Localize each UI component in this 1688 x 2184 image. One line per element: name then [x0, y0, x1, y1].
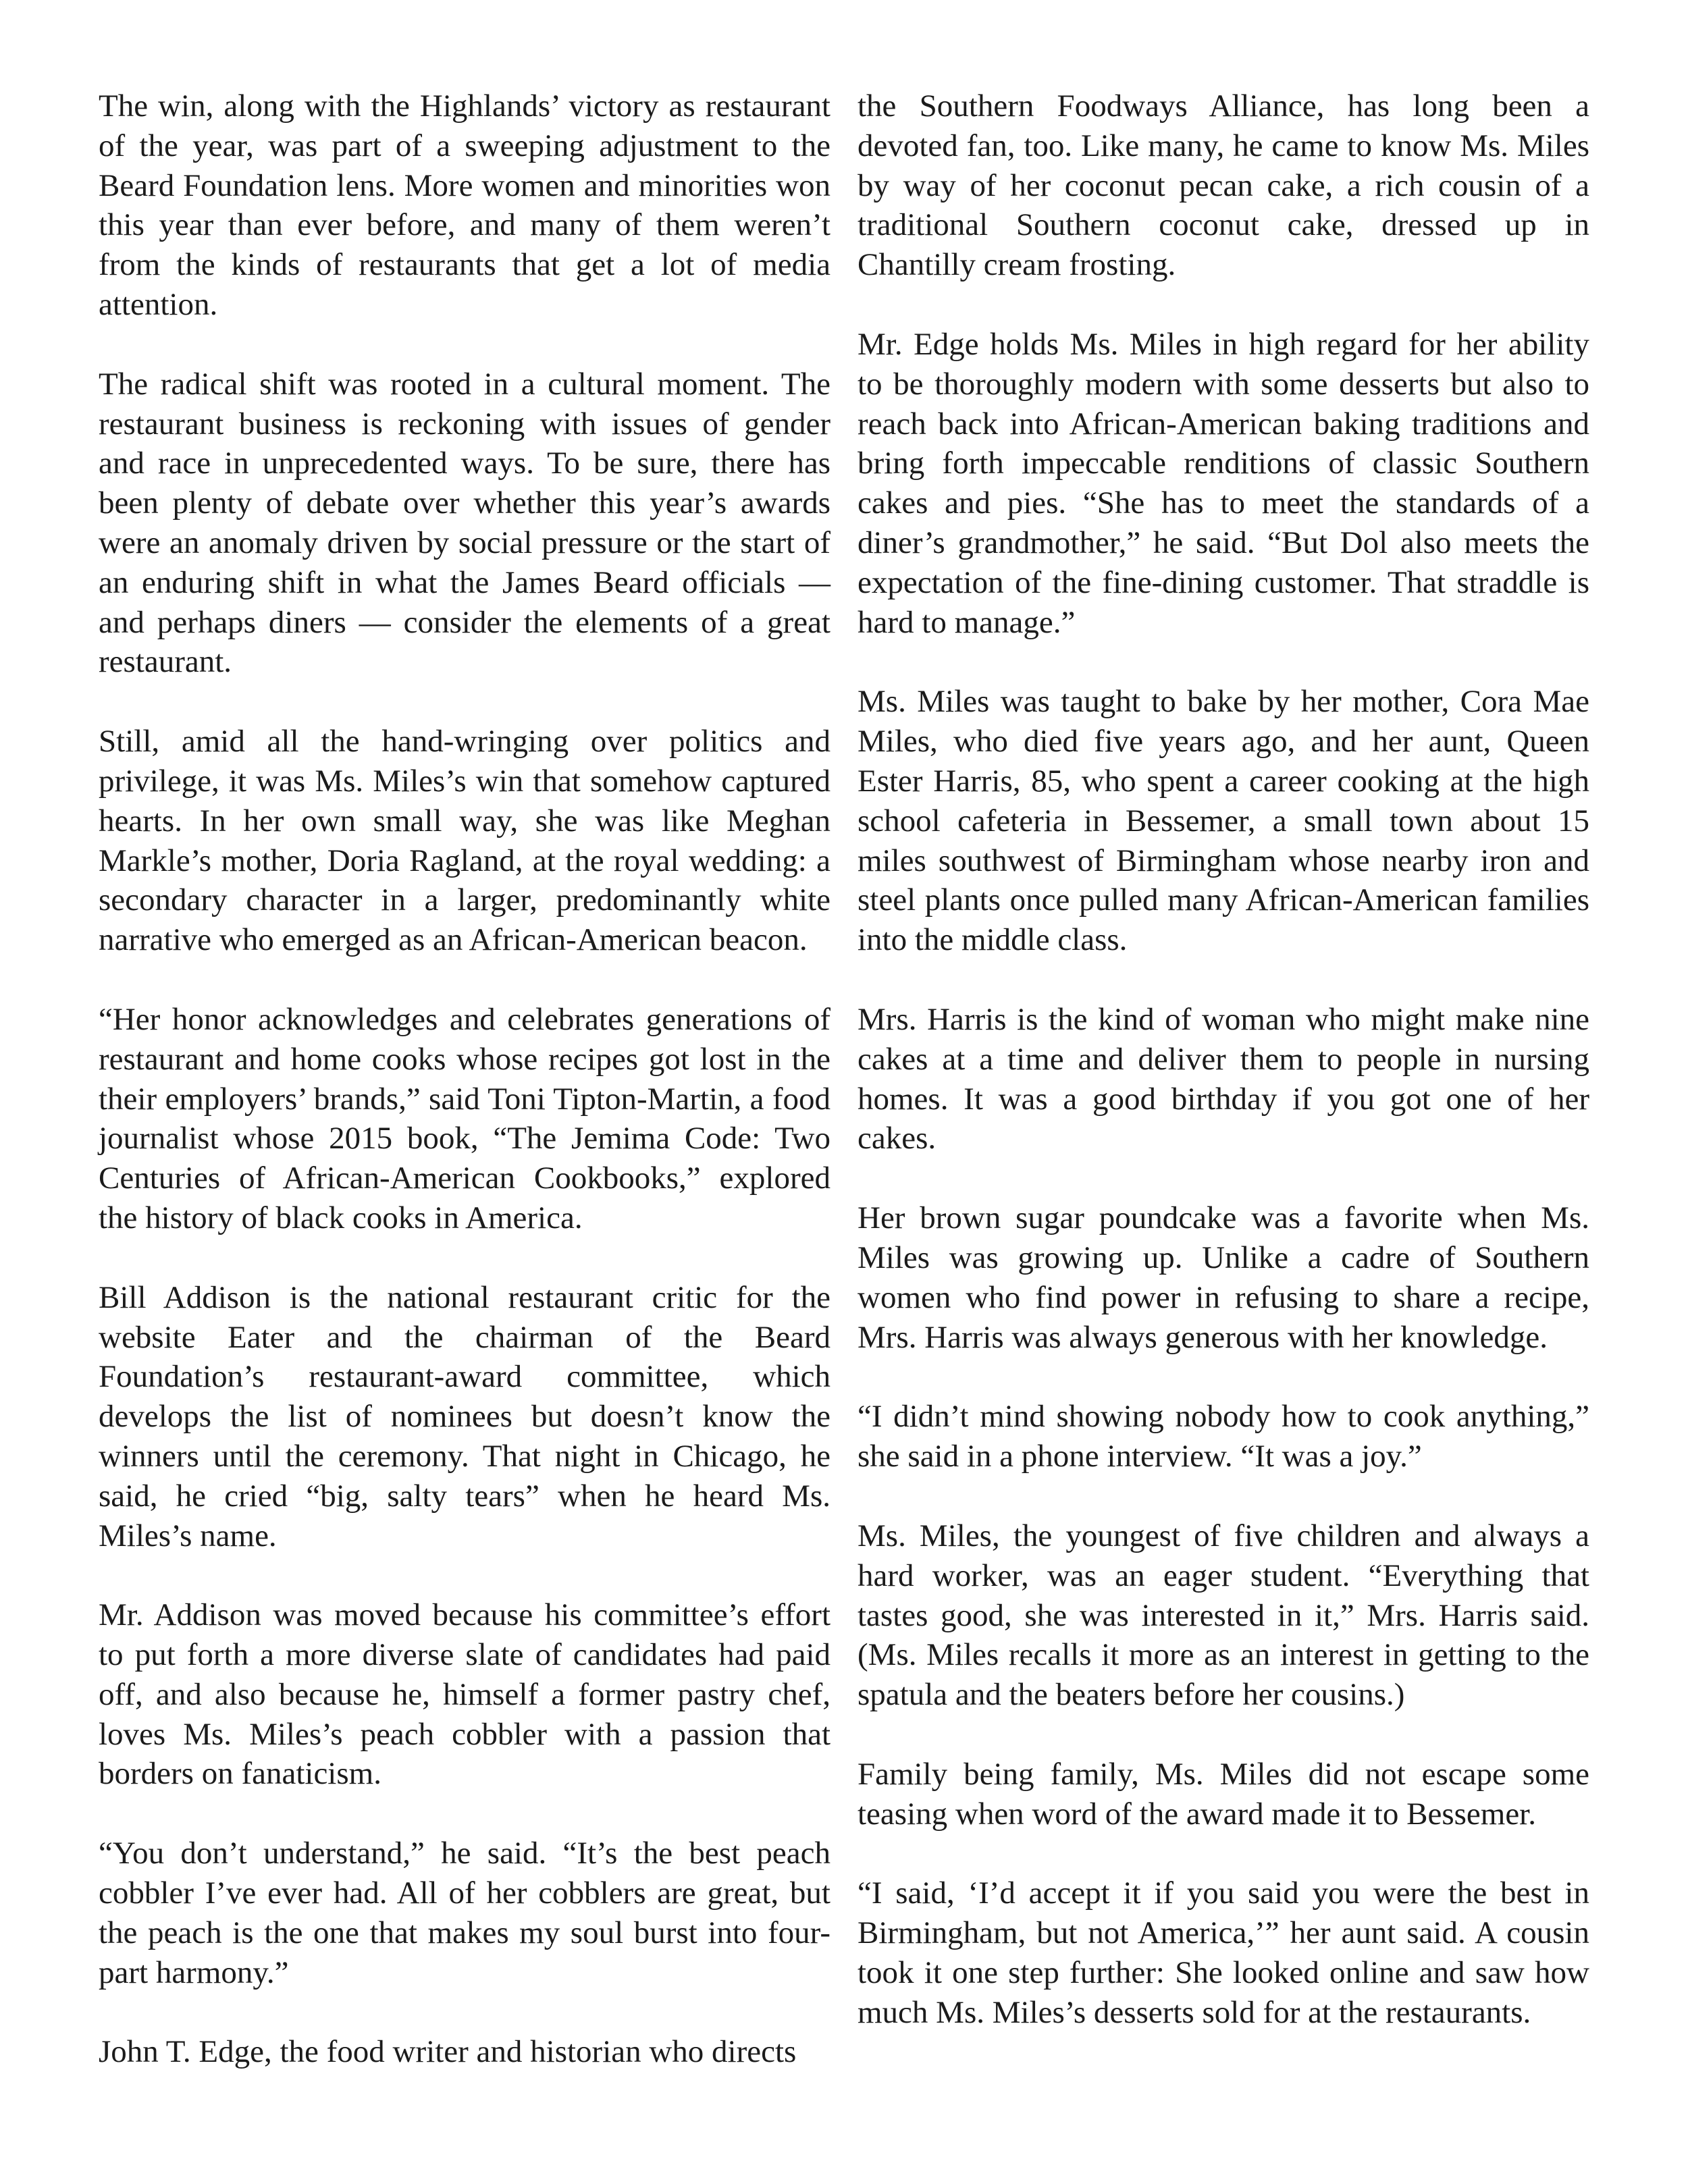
paragraph: Mr. Edge holds Ms. Miles in high regard for her ability to be thoroughly modern with some desserts but also to reach back into African-American baking traditions and bring forth impeccable renditions of classic Southern cakes and pies. “She has to meet the standards of a diner’s grandmother,” he said. “But Dol also meets the expectation of the fine-dining customer. That straddle is hard to manage.”: [858, 326, 1589, 640]
paragraph: Ms. Miles, the youngest of five children and always a hard worker, was an eager student. “Everything that tastes good, she was interested in it,” Mrs. Harris said. (Ms. Miles recalls it more as an interest in getting to the spatula and the beaters before her cousins.): [858, 1518, 1589, 1713]
paragraph: “I didn’t mind showing nobody how to cook anything,” she said in a phone interview. “It was a joy.”: [858, 1399, 1589, 1474]
paragraph: “You don’t understand,” he said. “It’s the best peach cobbler I’ve ever had. All of her cobblers are great, but the peach is the one that makes my soul burst into four-part harmony.”: [99, 1836, 830, 1990]
paragraph: Family being family, Ms. Miles did not escape some teasing when word of the award made it to Bessemer.: [858, 1756, 1589, 1832]
paragraph: Still, amid all the hand-wringing over politics and privilege, it was Ms. Miles’s win that somehow captured hearts. In her own small way, she was like Meghan Markle’s mother, Doria Ragland, at the royal wedding: a secondary character in a larger, predominantly white narrative who emerged as an African-American beacon.: [99, 724, 830, 958]
paragraph: Bill Addison is the national restaurant critic for the website Eater and the chairman of the Beard Foundation’s restaurant-award committee, which develops the list of nominees but doesn’t know the winners until the ceremony. That night in Chicago, he said, he cried “big, salty tears” when he heard Ms. Miles’s name.: [99, 1279, 830, 1553]
paragraph: Mrs. Harris is the kind of woman who might make nine cakes at a time and deliver them to people in nursing homes. It was a good birthday if you got one of her cakes.: [858, 1001, 1589, 1156]
right-column: [858, 86, 1589, 2073]
paragraph: the Southern Foodways Alliance, has long been a devoted fan, too. Like many, he came to know Ms. Miles by way of her coconut pecan cake, a rich cousin of a traditional Southern coconut cake, dressed up in Chantilly cream frosting.: [858, 88, 1589, 283]
left-column: [99, 86, 830, 2112]
paragraph: “Her honor acknowledges and celebrates generations of restaurant and home cooks whose recipes got lost in the their employers’ brands,” said Toni Tipton-Martin, a food journalist whose 2015 book, “The Jemima Code: Two Centuries of African-American Cookbooks,” explored the history of black cooks in America.: [99, 1001, 830, 1235]
paragraph: The radical shift was rooted in a cultural moment. The restaurant business is reckoning with issues of gender and race in unprecedented ways. To be sure, there has been plenty of debate over whether this year’s awards were an anomaly driven by social pressure or the start of an enduring shift in what the James Beard officials — and perhaps diners — consider the elements of a great restaurant.: [99, 366, 830, 680]
paragraph: “I said, ‘I’d accept it if you said you were the best in Birmingham, but not America,’” her aunt said. A cousin took it one step further: She looked online and saw how much Ms. Miles’s desserts sold for at the restaurants.: [858, 1875, 1589, 2030]
paragraph: The win, along with the Highlands’ victory as restaurant of the year, was part of a sweeping adjustment to the Beard Foundation lens. More women and minorities won this year than ever before, and many of them weren’t from the kinds of restaurants that get a lot of media attention.: [99, 88, 830, 322]
paragraph: Mr. Addison was moved because his committee’s effort to put forth a more diverse slate of candidates had paid off, and also because he, himself a former pastry chef, loves Ms. Miles’s peach cobbler with a passion that borders on fanaticism.: [99, 1597, 830, 1792]
paragraph: Ms. Miles was taught to bake by her mother, Cora Mae Miles, who died five years ago, and her aunt, Queen Ester Harris, 85, who spent a career cooking at the high school cafeteria in Bessemer, a small town about 15 miles southwest of Birmingham whose nearby iron and steel plants once pulled many African-American families into the middle class.: [858, 684, 1589, 958]
paragraph: Her brown sugar poundcake was a favorite when Ms. Miles was growing up. Unlike a cadre of Southern women who find power in refusing to share a recipe, Mrs. Harris was always generous with her knowledge.: [858, 1200, 1589, 1355]
paragraph: John T. Edge, the food writer and historian who directs: [99, 2034, 797, 2070]
